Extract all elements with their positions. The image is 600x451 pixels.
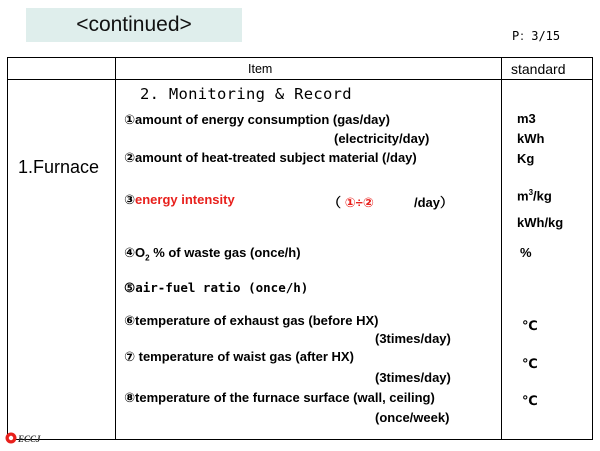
unit-percent: % bbox=[520, 245, 532, 260]
item-air-fuel-ratio: ⑤air-fuel ratio (once/h) bbox=[124, 280, 309, 295]
formula-open-paren: （ bbox=[328, 195, 342, 210]
category-label: 1.Furnace bbox=[18, 157, 100, 177]
page-number: P：3/15 bbox=[512, 29, 561, 43]
item-waist-gas-temp-sub: (3times/day) bbox=[375, 370, 451, 385]
item-energy-intensity bbox=[124, 192, 235, 208]
unit-celsius-1: ℃ bbox=[522, 318, 538, 333]
item-furnace-surface-temp: ⑧temperature of the furnace surface (wall, ceiling) bbox=[124, 390, 435, 405]
o2-subscript: 2 bbox=[145, 253, 150, 263]
unit-m3-per-kg: $m^3/kg$ bbox=[517, 188, 552, 204]
eccj-logo bbox=[4, 430, 44, 446]
unit-celsius-2: ℃ bbox=[522, 356, 538, 371]
item-energy-intensity-label: energy intensity bbox=[135, 192, 235, 207]
unit-m3: m3 bbox=[517, 111, 536, 126]
item-energy-intensity-number: ③ bbox=[124, 192, 136, 207]
item-waist-gas-temp: ⑦ temperature of waist gas (after HX) bbox=[124, 349, 354, 364]
continued-badge: <continued> bbox=[26, 8, 242, 42]
column-header-item: Item bbox=[248, 62, 273, 76]
unit-celsius-3: ℃ bbox=[522, 393, 538, 408]
o2-label-rest: % of waste gas (once/h) bbox=[149, 245, 301, 260]
item-energy-consumption: ①amount of energy consumption (gas/day) bbox=[124, 112, 390, 127]
column-header-standard: standard bbox=[511, 61, 566, 77]
item-o2-waste-gas bbox=[124, 245, 301, 263]
formula-expression: ①÷② bbox=[341, 195, 374, 210]
formula-text bbox=[328, 192, 374, 211]
item-exhaust-gas-temp: ⑥temperature of exhaust gas (before HX) bbox=[124, 313, 379, 328]
unit-kg: Kg bbox=[517, 151, 535, 166]
header-divider bbox=[7, 79, 593, 80]
item-furnace-surface-temp-sub: (once/week) bbox=[375, 410, 450, 425]
item-heat-treated-material: ②amount of heat-treated subject material (/day) bbox=[124, 150, 417, 165]
unit-kwh-per-kg: kWh/kg bbox=[517, 215, 564, 230]
section-heading: 2. Monitoring & Record bbox=[140, 85, 352, 103]
column-divider-2 bbox=[501, 57, 502, 440]
unit-kwh: kWh bbox=[517, 131, 545, 146]
formula-suffix: /day） bbox=[414, 195, 454, 210]
o2-label-main: ④O bbox=[124, 245, 146, 260]
item-energy-consumption-sub: (electricity/day) bbox=[334, 131, 430, 146]
column-divider-1 bbox=[115, 57, 116, 440]
item-exhaust-gas-temp-sub: (3times/day) bbox=[375, 331, 451, 346]
svg-text:ECCJ: ECCJ bbox=[18, 434, 41, 444]
